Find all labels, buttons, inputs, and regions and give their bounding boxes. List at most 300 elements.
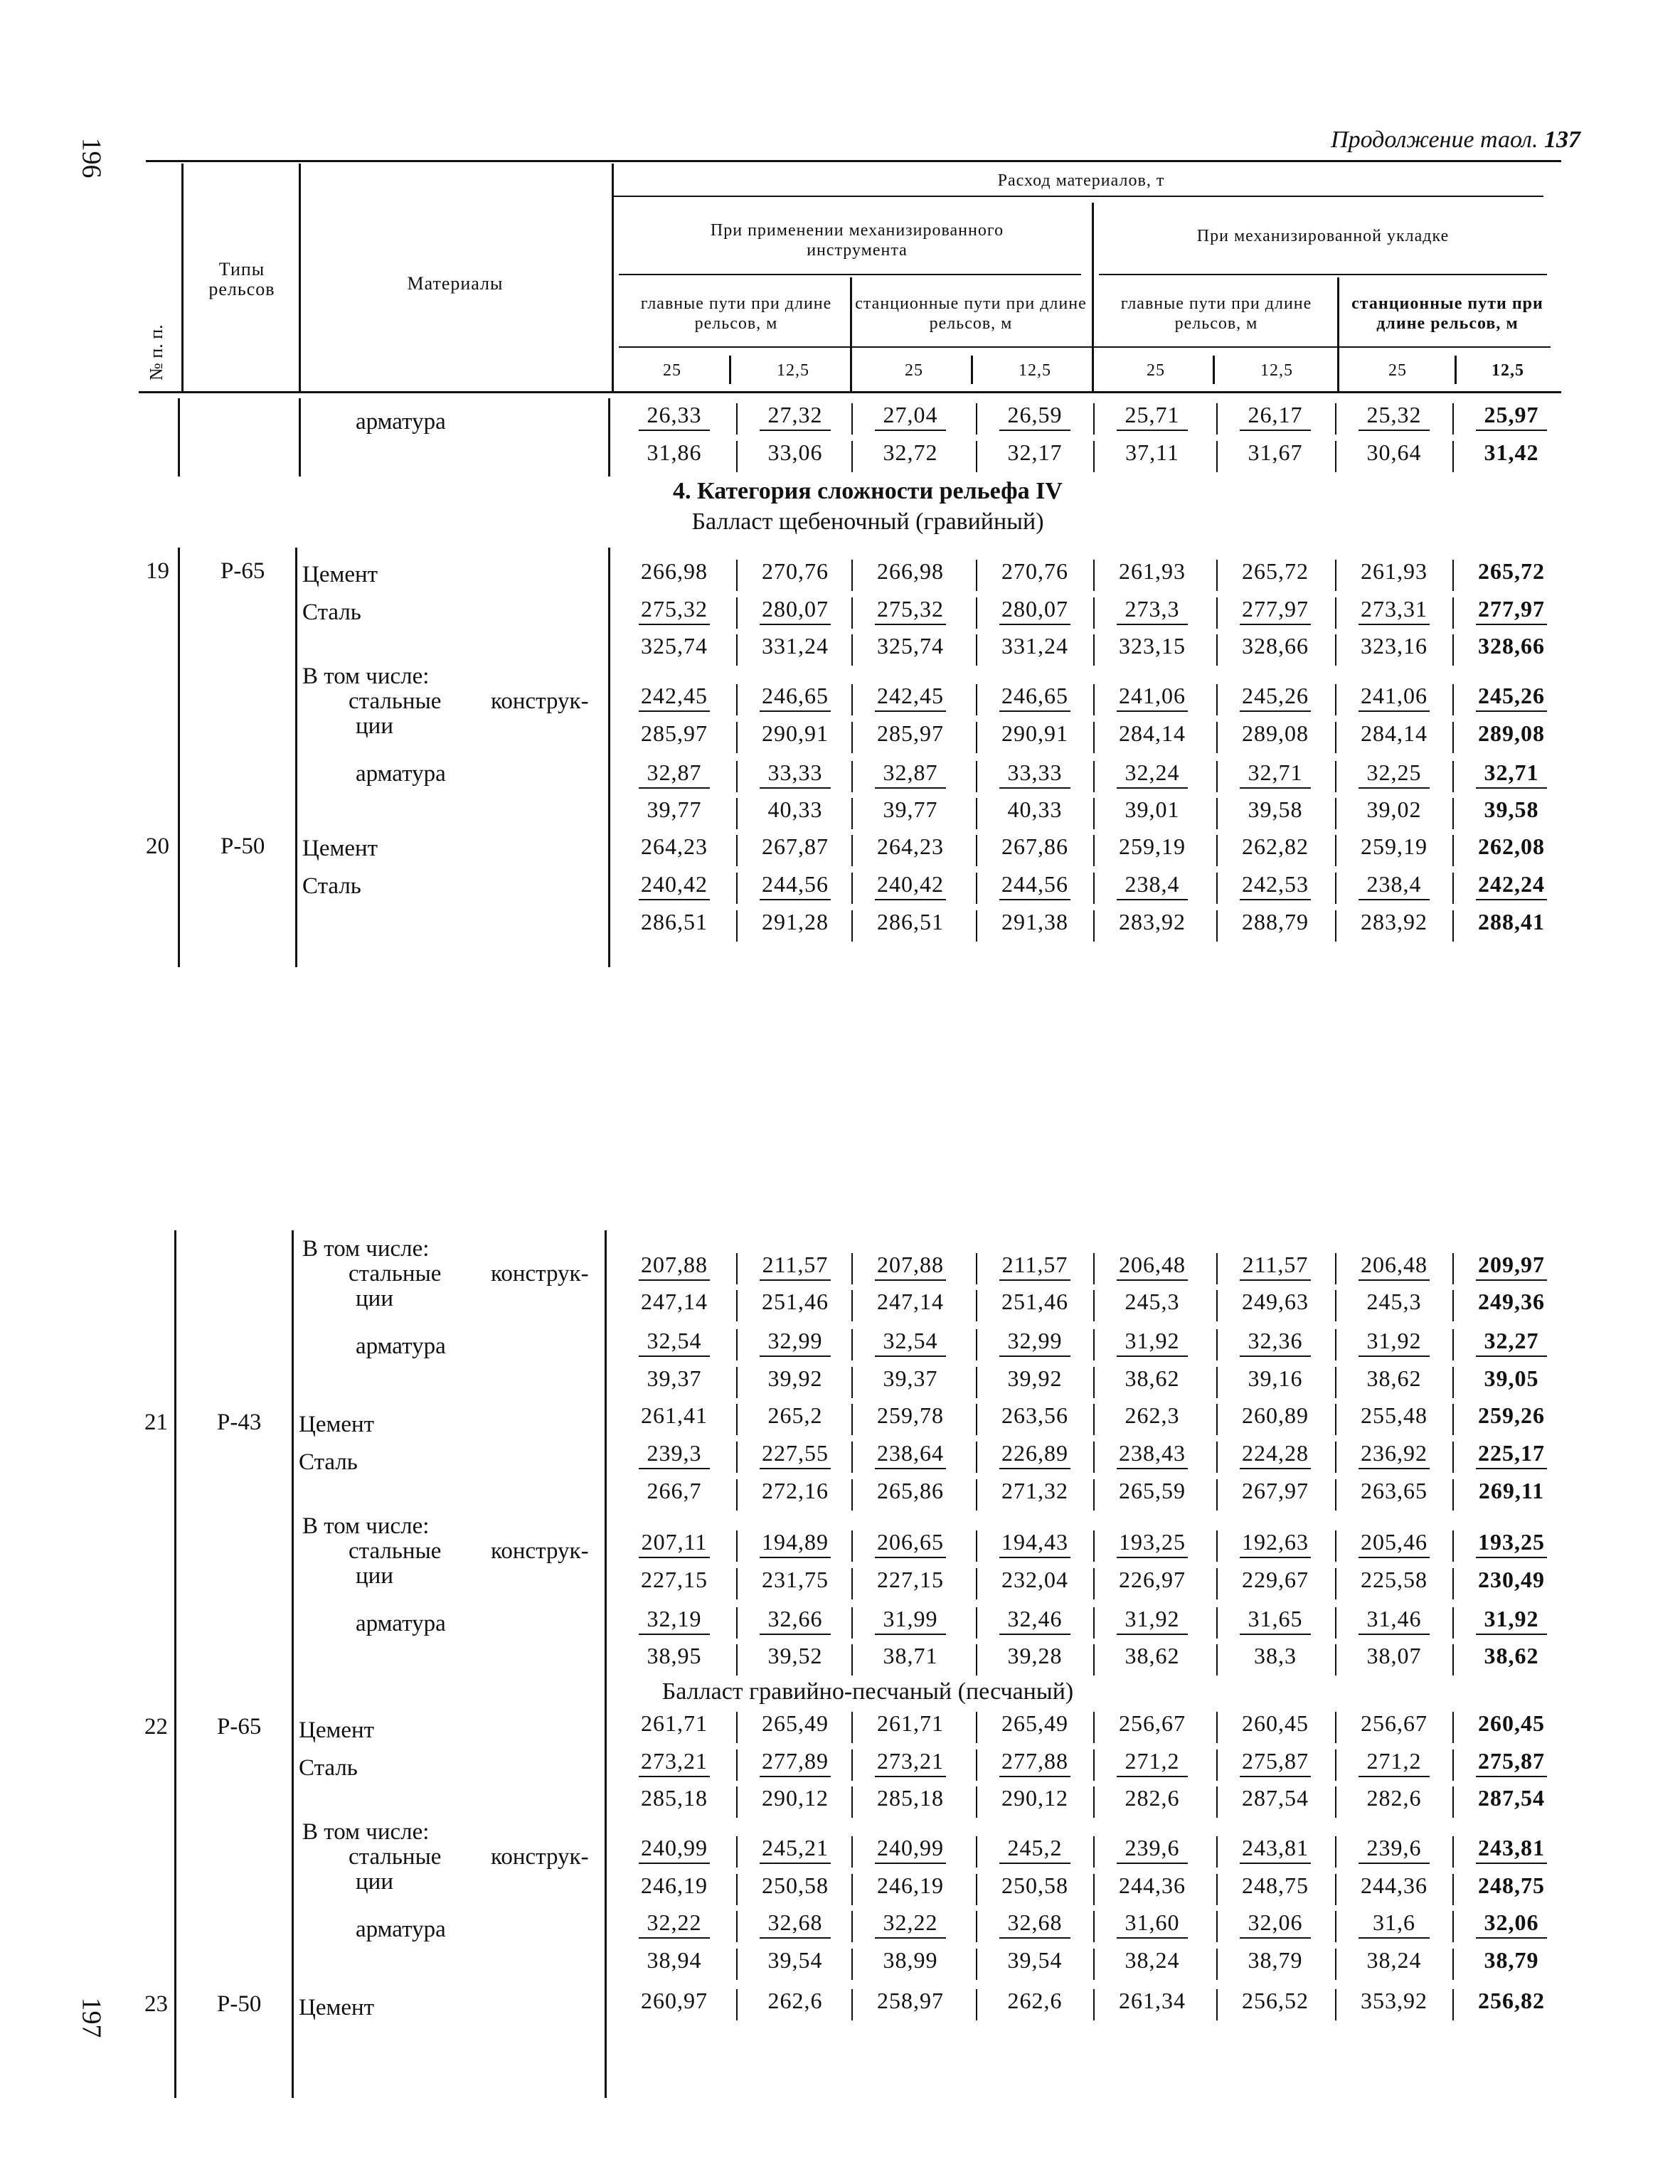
col-separator bbox=[1093, 1290, 1095, 1321]
col-separator bbox=[1093, 1949, 1095, 1980]
col-separator bbox=[1216, 1712, 1218, 1743]
value-cell: 280,07 bbox=[982, 596, 1088, 622]
value-cell: 246,19 bbox=[641, 1873, 708, 1898]
value-cell: 251,46 bbox=[762, 1289, 829, 1314]
col-separator bbox=[976, 910, 977, 942]
value-cell: 32,68 bbox=[742, 1909, 849, 1936]
len-1: 25 bbox=[663, 361, 681, 380]
hdr-vline-1 bbox=[181, 164, 184, 391]
value-cell: 40,33 bbox=[1007, 797, 1063, 822]
value-cell: 244,36 bbox=[1119, 1873, 1186, 1898]
body-vline-a1 bbox=[178, 398, 180, 476]
col-separator bbox=[1335, 1644, 1336, 1676]
col-separator bbox=[736, 1367, 738, 1398]
value-cell: 40,33 bbox=[767, 797, 823, 822]
col-separator bbox=[976, 1568, 977, 1599]
value-cell: 280,07 bbox=[742, 596, 849, 622]
value-cell: 238,4 bbox=[1099, 871, 1206, 897]
col-separator bbox=[1335, 761, 1336, 792]
col-separator bbox=[1335, 1290, 1336, 1321]
col-separator bbox=[1452, 1329, 1454, 1360]
value-cell: 282,6 bbox=[1366, 1785, 1422, 1811]
label-incl-a: В том числе: bbox=[302, 1236, 430, 1262]
section-ballast-1: Балласт щебеночный (гравийный) bbox=[691, 508, 1044, 535]
value-cell: 265,59 bbox=[1119, 1478, 1186, 1503]
value-cell: 244,36 bbox=[1361, 1873, 1428, 1898]
value-cell: 39,01 bbox=[1125, 797, 1180, 822]
value-cell: 328,66 bbox=[1478, 633, 1545, 659]
value-cell: 229,67 bbox=[1242, 1567, 1309, 1592]
col-separator bbox=[1093, 1530, 1095, 1562]
col-separator bbox=[1093, 761, 1095, 792]
col-separator bbox=[1452, 1644, 1454, 1676]
col-separator bbox=[1216, 403, 1218, 435]
value-cell: 39,54 bbox=[1007, 1947, 1063, 1973]
value-cell: 272,16 bbox=[762, 1478, 829, 1503]
hdr-vline-8 bbox=[971, 356, 973, 384]
value-cell: 249,36 bbox=[1478, 1289, 1545, 1314]
value-cell: 33,33 bbox=[982, 760, 1088, 786]
value-cell: 261,41 bbox=[641, 1402, 708, 1428]
col-separator bbox=[736, 1949, 738, 1980]
value-cell: 32,71 bbox=[1222, 760, 1329, 786]
col-separator bbox=[1335, 1607, 1336, 1639]
value-cell: 275,32 bbox=[857, 596, 964, 622]
row-no-23: 23 bbox=[144, 1991, 168, 2017]
header-materials: Материалы bbox=[407, 273, 504, 294]
row-no-20: 20 bbox=[146, 833, 169, 859]
col-separator bbox=[1216, 873, 1218, 904]
col-separator bbox=[736, 597, 738, 629]
value-cell: 285,97 bbox=[641, 720, 708, 746]
value-cell: 31,42 bbox=[1484, 440, 1539, 465]
col-separator bbox=[976, 1644, 977, 1676]
header-rule-2a bbox=[619, 274, 1081, 275]
col-separator bbox=[1093, 1749, 1095, 1781]
value-cell: 207,11 bbox=[621, 1529, 728, 1555]
col-separator bbox=[976, 1949, 977, 1980]
col-separator bbox=[1093, 910, 1095, 942]
col-separator bbox=[851, 1786, 853, 1818]
col-separator bbox=[1335, 1911, 1336, 1942]
col-separator bbox=[1335, 910, 1336, 942]
col-separator bbox=[1335, 722, 1336, 753]
label-rebar-21: арматура bbox=[356, 1611, 446, 1636]
value-cell: 287,54 bbox=[1478, 1785, 1545, 1811]
col-separator bbox=[976, 441, 977, 472]
value-cell: 277,97 bbox=[1458, 596, 1565, 622]
value-cell: 32,66 bbox=[742, 1606, 849, 1632]
col-separator bbox=[1335, 441, 1336, 472]
col-separator bbox=[1216, 1874, 1218, 1905]
label-steel-22: Сталь bbox=[299, 1755, 358, 1781]
col-separator bbox=[851, 1644, 853, 1676]
value-cell: 239,6 bbox=[1341, 1835, 1447, 1861]
label-sc2-22: конструк- bbox=[491, 1844, 589, 1870]
col-separator bbox=[1216, 1749, 1218, 1781]
value-cell: 256,52 bbox=[1242, 1988, 1309, 2013]
value-cell: 251,46 bbox=[1001, 1289, 1068, 1314]
col-separator bbox=[1452, 835, 1454, 866]
label-sc3-19: ции bbox=[356, 713, 393, 739]
label-steel-21: Сталь bbox=[299, 1449, 358, 1475]
col-separator bbox=[851, 722, 853, 753]
label-sc2-19: конструк- bbox=[491, 688, 589, 714]
col-separator bbox=[1452, 1749, 1454, 1781]
col-separator bbox=[976, 597, 977, 629]
header-rule-3 bbox=[619, 346, 1551, 348]
value-cell: 265,2 bbox=[767, 1402, 823, 1428]
col-separator bbox=[1216, 1404, 1218, 1435]
col-separator bbox=[1093, 873, 1095, 904]
value-cell: 248,75 bbox=[1478, 1873, 1545, 1898]
col-separator bbox=[1093, 798, 1095, 829]
col-separator bbox=[976, 403, 977, 435]
col-separator bbox=[1216, 1644, 1218, 1676]
value-cell: 255,48 bbox=[1361, 1402, 1428, 1428]
value-cell: 273,3 bbox=[1099, 596, 1206, 622]
col-separator bbox=[1093, 1568, 1095, 1599]
label-sc3-21: ции bbox=[356, 1563, 393, 1589]
row-no-22: 22 bbox=[144, 1714, 168, 1740]
col-separator bbox=[851, 1911, 853, 1942]
col-separator bbox=[736, 722, 738, 753]
col-separator bbox=[1093, 835, 1095, 866]
body-vline-a3 bbox=[608, 398, 610, 476]
col-separator bbox=[1216, 798, 1218, 829]
col-separator bbox=[1452, 1989, 1454, 2020]
value-cell: 288,79 bbox=[1242, 909, 1309, 934]
value-cell: 256,67 bbox=[1361, 1710, 1428, 1736]
header-bottom-rule bbox=[139, 391, 1561, 393]
value-cell: 261,71 bbox=[877, 1710, 944, 1736]
value-cell: 38,24 bbox=[1366, 1947, 1422, 1973]
col-separator bbox=[1216, 1367, 1218, 1398]
value-cell: 193,25 bbox=[1099, 1529, 1206, 1555]
col-separator bbox=[976, 761, 977, 792]
rail-type-22: Р-65 bbox=[217, 1714, 262, 1740]
col-separator bbox=[1335, 1442, 1336, 1473]
col-separator bbox=[1335, 873, 1336, 904]
label-incl-19: В том числе: bbox=[302, 664, 430, 689]
value-cell: 277,97 bbox=[1222, 596, 1329, 622]
label-steel-20: Сталь bbox=[302, 873, 361, 899]
col-separator bbox=[976, 1479, 977, 1511]
col-separator bbox=[851, 1568, 853, 1599]
col-separator bbox=[976, 1530, 977, 1562]
value-cell: 250,58 bbox=[1001, 1873, 1068, 1898]
value-cell: 244,56 bbox=[982, 871, 1088, 897]
col-separator bbox=[1093, 1786, 1095, 1818]
label-sc3-22: ции bbox=[356, 1869, 393, 1895]
col-separator bbox=[851, 1290, 853, 1321]
col-separator bbox=[736, 1712, 738, 1743]
col-separator bbox=[736, 1989, 738, 2020]
col-separator bbox=[976, 1367, 977, 1398]
col-separator bbox=[1452, 1530, 1454, 1562]
value-cell: 260,89 bbox=[1242, 1402, 1309, 1428]
col-separator bbox=[1335, 1404, 1336, 1435]
label-incl-21: В том числе: bbox=[302, 1513, 430, 1539]
value-cell: 240,42 bbox=[857, 871, 964, 897]
col-separator bbox=[1093, 403, 1095, 435]
col-separator bbox=[1216, 634, 1218, 666]
label-rebar-0: арматура bbox=[356, 409, 446, 435]
value-cell: 271,32 bbox=[1001, 1478, 1068, 1503]
value-cell: 283,92 bbox=[1361, 909, 1428, 934]
col-separator bbox=[851, 1367, 853, 1398]
value-cell: 207,88 bbox=[857, 1252, 964, 1278]
col-separator bbox=[1093, 1911, 1095, 1942]
col-separator bbox=[1216, 1949, 1218, 1980]
col-separator bbox=[1216, 1836, 1218, 1868]
value-cell: 290,12 bbox=[762, 1785, 829, 1811]
value-cell: 242,45 bbox=[621, 683, 728, 709]
value-cell: 285,18 bbox=[641, 1785, 708, 1811]
label-cement-20: Цемент bbox=[302, 836, 378, 861]
col-separator bbox=[851, 1989, 853, 2020]
value-cell: 265,72 bbox=[1242, 558, 1309, 584]
value-cell: 283,92 bbox=[1119, 909, 1186, 934]
value-cell: 206,65 bbox=[857, 1529, 964, 1555]
value-cell: 353,92 bbox=[1361, 1988, 1428, 2013]
value-cell: 264,23 bbox=[877, 833, 944, 859]
value-cell: 38,3 bbox=[1254, 1643, 1297, 1668]
value-cell: 38,62 bbox=[1484, 1643, 1539, 1668]
value-cell: 32,46 bbox=[982, 1606, 1088, 1632]
label-rebar-a: арматура bbox=[356, 1333, 446, 1359]
value-cell: 284,14 bbox=[1119, 720, 1186, 746]
value-cell: 266,98 bbox=[641, 558, 708, 584]
value-cell: 225,58 bbox=[1361, 1567, 1428, 1592]
col-separator bbox=[736, 1874, 738, 1905]
value-cell: 245,26 bbox=[1222, 683, 1329, 709]
col-separator bbox=[1452, 1253, 1454, 1284]
value-cell: 32,68 bbox=[982, 1909, 1088, 1936]
value-cell: 38,62 bbox=[1125, 1643, 1180, 1668]
header-rule-1 bbox=[612, 196, 1543, 197]
col-separator bbox=[1452, 403, 1454, 435]
value-cell: 290,91 bbox=[762, 720, 829, 746]
col-separator bbox=[851, 1607, 853, 1639]
body-vline-b2 bbox=[295, 548, 297, 967]
value-cell: 260,45 bbox=[1242, 1710, 1309, 1736]
value-cell: 242,45 bbox=[857, 683, 964, 709]
value-cell: 331,24 bbox=[762, 633, 829, 659]
col-separator bbox=[976, 1874, 977, 1905]
value-cell: 225,17 bbox=[1458, 1440, 1565, 1466]
value-cell: 39,02 bbox=[1366, 797, 1422, 822]
col-separator bbox=[976, 835, 977, 866]
col-separator bbox=[1216, 1989, 1218, 2020]
col-separator bbox=[1452, 1874, 1454, 1905]
value-cell: 211,57 bbox=[1222, 1252, 1329, 1278]
col-separator bbox=[1216, 560, 1218, 591]
value-cell: 270,76 bbox=[1001, 558, 1068, 584]
col-separator bbox=[1216, 1442, 1218, 1473]
label-incl-22: В том числе: bbox=[302, 1819, 430, 1845]
row-no-19: 19 bbox=[146, 558, 169, 584]
col-separator bbox=[851, 597, 853, 629]
col-separator bbox=[851, 1836, 853, 1868]
value-cell: 39,92 bbox=[767, 1365, 823, 1391]
col-separator bbox=[851, 1253, 853, 1284]
value-cell: 236,92 bbox=[1341, 1440, 1447, 1466]
label-cement-21: Цемент bbox=[299, 1412, 375, 1437]
col-separator bbox=[1093, 1253, 1095, 1284]
value-cell: 39,77 bbox=[883, 797, 938, 822]
col-separator bbox=[1452, 1786, 1454, 1818]
col-separator bbox=[1216, 910, 1218, 942]
value-cell: 32,99 bbox=[982, 1328, 1088, 1354]
value-cell: 38,62 bbox=[1125, 1365, 1180, 1391]
value-cell: 239,3 bbox=[621, 1440, 728, 1466]
len-3: 25 bbox=[905, 361, 923, 380]
value-cell: 262,82 bbox=[1242, 833, 1309, 859]
value-cell: 241,06 bbox=[1099, 683, 1206, 709]
col-separator bbox=[976, 1786, 977, 1818]
label-sc3-a: ции bbox=[356, 1286, 393, 1311]
col-separator bbox=[1216, 835, 1218, 866]
col-separator bbox=[1335, 835, 1336, 866]
value-cell: 211,57 bbox=[982, 1252, 1088, 1278]
col-separator bbox=[851, 1329, 853, 1360]
value-cell: 245,26 bbox=[1458, 683, 1565, 709]
value-cell: 331,24 bbox=[1001, 633, 1068, 659]
col-separator bbox=[1216, 1530, 1218, 1562]
col-separator bbox=[851, 560, 853, 591]
value-cell: 261,34 bbox=[1119, 1988, 1186, 2013]
col-separator bbox=[1452, 560, 1454, 591]
hdr-vline-9 bbox=[1213, 356, 1215, 384]
value-cell: 271,2 bbox=[1341, 1748, 1447, 1774]
value-cell: 245,2 bbox=[982, 1835, 1088, 1861]
col-separator bbox=[1452, 1442, 1454, 1473]
label-sc1-21: стальные bbox=[349, 1538, 442, 1564]
col-separator bbox=[736, 1568, 738, 1599]
col-separator bbox=[1335, 1479, 1336, 1511]
value-cell: 38,79 bbox=[1484, 1947, 1539, 1973]
value-cell: 258,97 bbox=[877, 1988, 944, 2013]
value-cell: 273,21 bbox=[857, 1748, 964, 1774]
col-separator bbox=[851, 1479, 853, 1511]
label-sc2-21: конструк- bbox=[491, 1538, 589, 1564]
value-cell: 39,54 bbox=[767, 1947, 823, 1973]
value-cell: 31,92 bbox=[1099, 1606, 1206, 1632]
col-separator bbox=[1093, 1712, 1095, 1743]
col-separator bbox=[1216, 684, 1218, 715]
value-cell: 194,89 bbox=[742, 1529, 849, 1555]
col-separator bbox=[736, 1530, 738, 1562]
value-cell: 39,52 bbox=[767, 1643, 823, 1668]
value-cell: 245,21 bbox=[742, 1835, 849, 1861]
caption-number: 137 bbox=[1544, 127, 1580, 153]
value-cell: 38,62 bbox=[1366, 1365, 1422, 1391]
col-separator bbox=[1216, 1253, 1218, 1284]
col-separator bbox=[976, 798, 977, 829]
col-separator bbox=[1335, 1836, 1336, 1868]
label-sc1-a: стальные bbox=[349, 1261, 442, 1287]
value-cell: 290,12 bbox=[1001, 1785, 1068, 1811]
value-cell: 32,87 bbox=[621, 760, 728, 786]
value-cell: 31,99 bbox=[857, 1606, 964, 1632]
value-cell: 211,57 bbox=[742, 1252, 849, 1278]
value-cell: 262,6 bbox=[767, 1988, 823, 2013]
header-main-tracks-2: главные пути при длине рельсов, м bbox=[1120, 294, 1312, 333]
label-cement-23: Цемент bbox=[299, 1995, 375, 2020]
value-cell: 206,48 bbox=[1341, 1252, 1447, 1278]
value-cell: 205,46 bbox=[1341, 1529, 1447, 1555]
value-cell: 267,86 bbox=[1001, 833, 1068, 859]
value-cell: 39,28 bbox=[1007, 1643, 1063, 1668]
value-cell: 277,89 bbox=[742, 1748, 849, 1774]
value-cell: 32,06 bbox=[1458, 1909, 1565, 1936]
body-vline-c2 bbox=[292, 1230, 294, 2098]
col-separator bbox=[851, 634, 853, 666]
value-cell: 263,65 bbox=[1361, 1478, 1428, 1503]
col-separator bbox=[1093, 441, 1095, 472]
col-separator bbox=[1452, 1290, 1454, 1321]
len-4: 12,5 bbox=[1019, 361, 1051, 380]
len-8: 12,5 bbox=[1492, 361, 1524, 380]
len-7: 25 bbox=[1388, 361, 1407, 380]
value-cell: 238,4 bbox=[1341, 871, 1447, 897]
col-separator bbox=[1216, 597, 1218, 629]
row-no-21: 21 bbox=[144, 1410, 168, 1435]
col-separator bbox=[976, 1329, 977, 1360]
value-cell: 32,22 bbox=[857, 1909, 964, 1936]
col-separator bbox=[1093, 1367, 1095, 1398]
caption-prefix: Продолжение таол. bbox=[1331, 127, 1538, 153]
col-separator bbox=[1335, 798, 1336, 829]
value-cell: 266,7 bbox=[647, 1478, 702, 1503]
col-separator bbox=[1452, 761, 1454, 792]
value-cell: 32,06 bbox=[1222, 1909, 1329, 1936]
value-cell: 271,2 bbox=[1099, 1748, 1206, 1774]
col-separator bbox=[1216, 1479, 1218, 1511]
col-separator bbox=[736, 798, 738, 829]
col-separator bbox=[1452, 798, 1454, 829]
value-cell: 262,6 bbox=[1007, 1988, 1063, 2013]
value-cell: 39,37 bbox=[647, 1365, 702, 1391]
header-mech-laying: При механизированной укладке bbox=[1196, 227, 1450, 245]
col-separator bbox=[736, 1644, 738, 1676]
col-separator bbox=[736, 873, 738, 904]
col-separator bbox=[851, 441, 853, 472]
header-main-tracks: главные пути при длине рельсов, м bbox=[640, 294, 832, 333]
value-cell: 240,42 bbox=[621, 871, 728, 897]
label-sc2-a: конструк- bbox=[491, 1261, 589, 1287]
label-cement-22: Цемент bbox=[299, 1717, 375, 1743]
body-vline-b3 bbox=[608, 548, 610, 967]
label-cement-19: Цемент bbox=[302, 562, 378, 587]
header-station-tracks-2: станционные пути при длине рельсов, м bbox=[1351, 294, 1543, 333]
col-separator bbox=[1335, 403, 1336, 435]
col-separator bbox=[1216, 1568, 1218, 1599]
value-cell: 265,72 bbox=[1478, 558, 1545, 584]
value-cell: 31,92 bbox=[1458, 1606, 1565, 1632]
value-cell: 256,82 bbox=[1478, 1988, 1545, 2013]
value-cell: 26,17 bbox=[1222, 402, 1329, 428]
value-cell: 32,36 bbox=[1222, 1328, 1329, 1354]
value-cell: 246,65 bbox=[742, 683, 849, 709]
value-cell: 32,22 bbox=[621, 1909, 728, 1936]
value-cell: 230,49 bbox=[1478, 1567, 1545, 1592]
page-number-top: 196 bbox=[76, 137, 107, 179]
hdr-vline-7 bbox=[729, 356, 731, 384]
value-cell: 39,37 bbox=[883, 1365, 938, 1391]
header-rail-types: Типы рельсов bbox=[208, 259, 275, 299]
